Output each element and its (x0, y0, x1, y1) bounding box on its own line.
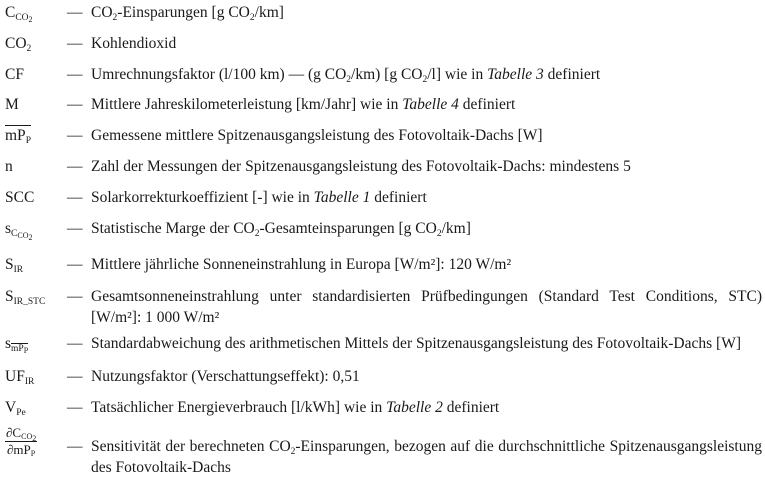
definition: Zahl der Messungen der Spitzenausgangsleistung des Fotovoltaik-Dachs: mindestens 5 (91, 158, 631, 175)
symbol (5, 426, 37, 457)
symbol: n (5, 158, 13, 175)
symbol: CF (5, 66, 24, 83)
definition: Tatsächlicher Energieverbrauch [l/kWh] wie in Tabelle 2 definiert (91, 399, 500, 416)
dash: — (67, 189, 83, 206)
symbol: $UF_{IR}$ (5, 368, 35, 387)
dash: — (67, 96, 83, 113)
symbol: $mP_P$ (5, 127, 31, 146)
dash: — (67, 368, 83, 385)
definition: Standardabweichung des arithmetischen Mittels der Spitzenausgangsleistung des Fotovoltaik-Dachs [W] (91, 335, 741, 352)
dash: — (67, 256, 83, 273)
dash: — (67, 127, 83, 144)
definition: Umrechnungsfaktor (l/100 km) — (g $CO_2/km$) [g $CO_2/l$] wie in Tabelle 3 definiert (91, 66, 601, 85)
symbol: $CO_2$ (5, 35, 32, 54)
dash: — (67, 288, 83, 305)
symbol: $s_{mP_P}$ (5, 335, 29, 355)
partial-derivative-fraction: $\frac{\partial C_{CO_2}}{\partial mP_P}$ (6, 425, 37, 458)
definition: Gemessene mittlere Spitzenausgangsleistung des Fotovoltaik-Dachs [W] (91, 127, 543, 144)
dash: — (67, 35, 83, 52)
definition: Mittlere jährliche Sonneneinstrahlung in Europa [W/m²]: 120 W/m² (91, 256, 512, 273)
dash: — (67, 220, 83, 237)
dash: — (67, 399, 83, 416)
definition: Statistische Marge der $CO_2$-Gesamteinsparungen [g $CO_2/km$] (91, 220, 471, 239)
symbol: SCC (5, 189, 35, 206)
definition: Sensitivität der berechneten $CO_2$-Einsparungen, bezogen auf die durchschnittliche Spitzenausgangsleistung des Fotovoltaik-Dachs (91, 438, 762, 476)
definition: Kohlendioxid (91, 35, 177, 52)
symbol: $s_{C_{CO_2}}$ (5, 220, 33, 242)
symbol: $C_{CO_2}$ (5, 4, 33, 24)
dash: — (67, 158, 83, 175)
symbol: $S_{IR\_STC}$ (5, 288, 46, 307)
dash: — (67, 4, 83, 21)
symbol: $V_{Pe}$ (5, 399, 26, 418)
definition: Mittlere Jahreskilometerleistung [km/Jahr] wie in Tabelle 4 definiert (91, 96, 516, 113)
dash: — (67, 438, 83, 455)
symbol: $S_{IR}$ (5, 256, 24, 275)
dash: — (67, 66, 83, 83)
definition: Solarkorrekturkoeffizient [-] wie in Tabelle 1 definiert (91, 189, 427, 206)
definition: $CO_2$-Einsparungen [g $CO_2/km$] (91, 4, 284, 23)
definition: Gesamtsonneneinstrahlung unter standardisierten Prüfbedingungen (Standard Test Conditions, STC) [W/m²]: 1 000 W/m² (91, 288, 762, 326)
definition: Nutzungsfaktor (Verschattungseffekt): 0,51 (91, 368, 360, 385)
dash: — (67, 335, 83, 352)
symbol: M (5, 96, 19, 113)
